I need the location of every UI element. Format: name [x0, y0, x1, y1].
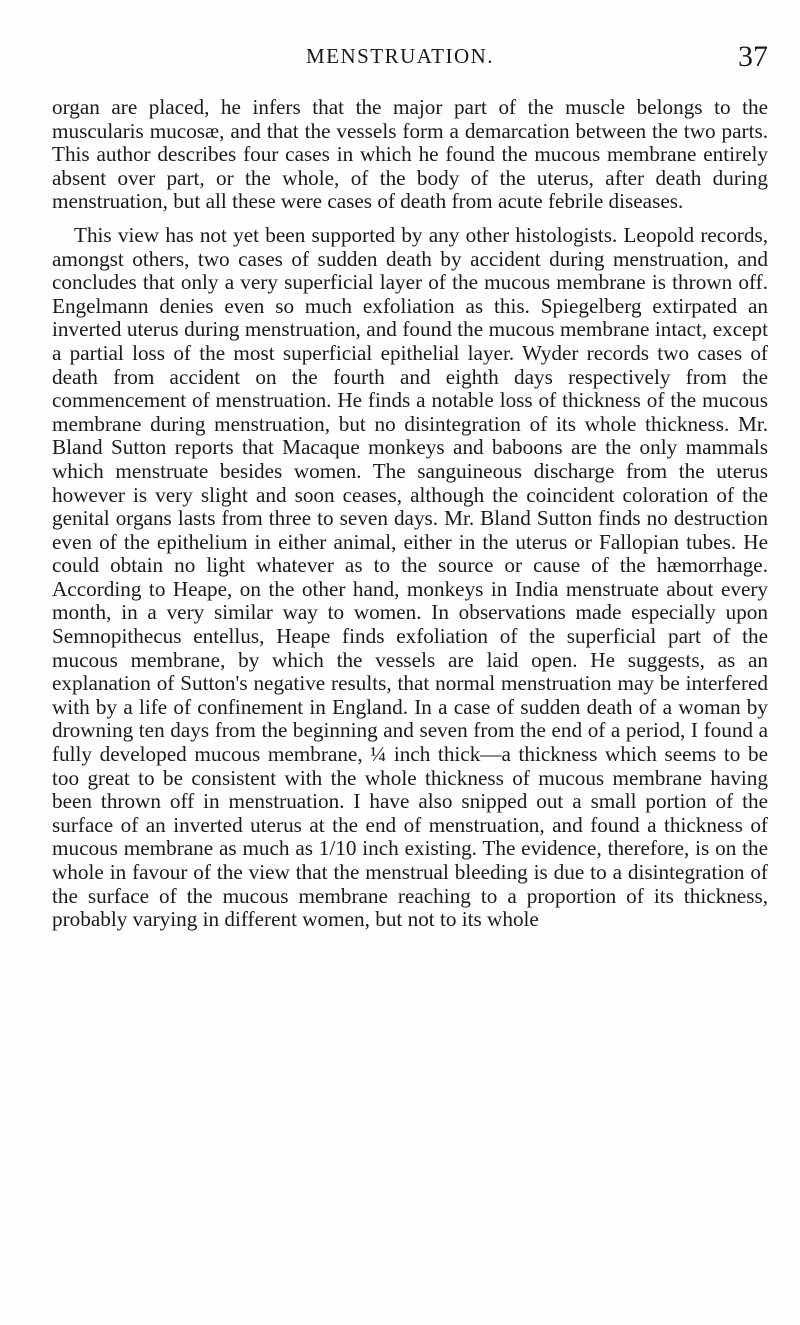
- paragraph: organ are placed, he infers that the major part of the muscle belongs to the muscularis mucosæ, and that the vessels form a demarcation between the two parts. This author describes four cases in which he found the mucous membrane entirely absent over part, or the whole, of the body of the uterus, after death during menstruation, but all these were cases of death from acute febrile diseases.: [52, 95, 768, 214]
- paragraph: This view has not yet been supported by any other histologists. Leopold records, amongst others, two cases of sudden death by accident during menstruation, and concludes that only a very superficial layer of the mucous membrane is thrown off. Engelmann denies even so much exfoliation as this. Spiegelberg extirpated an inverted uterus during menstruation, and found the mucous membrane intact, except a partial loss of the most superficial epithelial layer. Wyder records two cases of death from accident on the fourth and eighth days respectively from the commencement of menstruation. He finds a notable loss of thickness of the mucous membrane during menstruation, but no disintegration of its whole thickness. Mr. Bland Sutton reports that Macaque monkeys and baboons are the only mammals which menstruate besides women. The sanguineous discharge from the uterus however is very slight and soon ceases, although the coincident coloration of the genital organs lasts from three to seven days. Mr. Bland Sutton finds no destruction even of the epithelium in either animal, either in the uterus or Fallopian tubes. He could obtain no light whatever as to the source or cause of the hæmorrhage. According to Heape, on the other hand, monkeys in India menstruate about every month, in a very similar way to women. In observations made especially upon Semnopithecus entellus, Heape finds exfoliation of the superficial part of the mucous membrane, by which the vessels are laid open. He suggests, as an explanation of Sutton's negative results, that normal menstruation may be interfered with by a life of confinement in England. In a case of sudden death of a woman by drowning ten days from the beginning and seven from the end of a period, I found a fully developed mucous membrane, ¼ inch thick—a thickness which seems to be too great to be consistent with the whole thickness of mucous membrane having been thrown off in menstruation. I have also snipped out a small portion of the surface of an inverted uterus at the end of menstruation, and found a thickness of mucous membrane as much as 1/10 inch existing. The evidence, therefore, is on the whole in favour of the view that the menstrual bleeding is due to a disintegration of the surface of the mucous membrane reaching to a proportion of its thickness, probably varying in different women, but not to its whole: [52, 222, 768, 932]
- body-text: [52, 96, 768, 932]
- page-number: 37: [738, 40, 768, 73]
- running-title: MENSTRUATION.: [305, 44, 495, 68]
- running-header: [0, 40, 800, 90]
